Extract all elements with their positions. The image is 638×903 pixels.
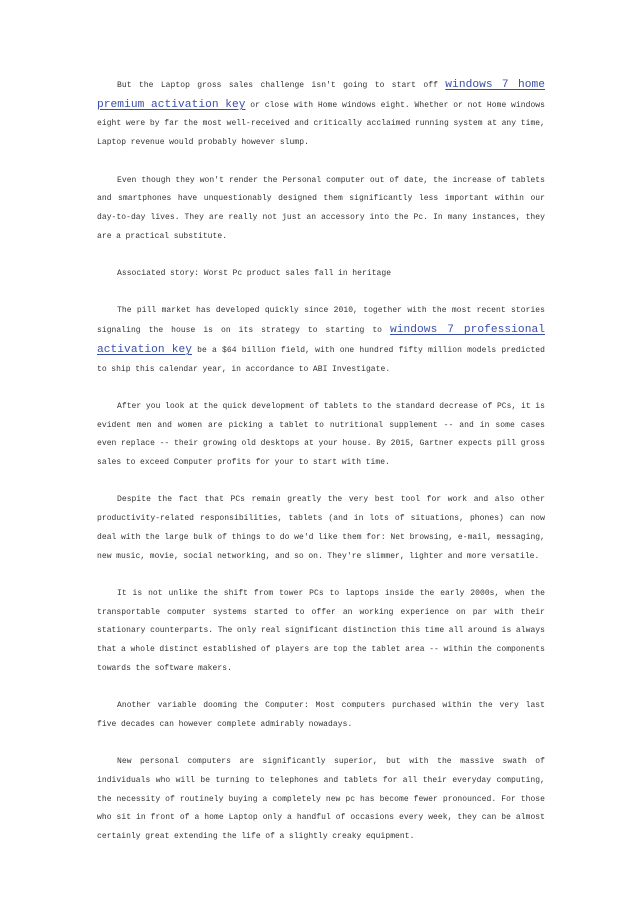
paragraph-7-text: It is not unlike the shift from tower PCs to laptops inside the early 2000s, when the transportable computer systems started to offer an working experience on par with their stationary counterparts. The only real significant distinction this time all around is always that a whole distinct established of players are top the tablet area -- within the components towards the software makers. [97, 588, 545, 673]
paragraph-3 [97, 265, 545, 284]
paragraph-6-text: Despite the fact that PCs remain greatly the very best tool for work and also other productivity-related responsibilities, tablets (and in lots of situations, phones) can now deal with the large bulk of things to do we'd like them for: Net browsing, e-mail, messaging, new music, movie, social networking, and so on. They're slimmer, lighter and more versatile. [97, 495, 545, 561]
paragraph-4 [97, 302, 545, 379]
paragraph-8-text: Another variable dooming the Computer: Most computers purchased within the very last five decades can however complete admirably nowadays. [97, 701, 545, 729]
link-windows-7-professional-activation-key[interactable]: windows 7 professional activation key [97, 324, 545, 356]
paragraph-8 [97, 697, 545, 734]
paragraph-1-text-before: But the Laptop gross sales challenge isn't going to start off [117, 81, 446, 90]
paragraph-2-text: Even though they won't render the Personal computer out of date, the increase of tablets and smartphones have unquestionably designed them significantly less important within our day-to-day lives. They are really not just an accessory into the Pc. In many instances, they are a practical substitute. [97, 175, 545, 241]
paragraph-6 [97, 491, 545, 566]
article-body [97, 76, 545, 865]
paragraph-2 [97, 172, 545, 247]
paragraph-1-text-after: or close with Home windows eight. Whether or not Home windows eight were by far the most well-received and critically acclaimed running system at any time, Laptop revenue would probably however slump. [97, 100, 545, 148]
link-windows-7-home-premium-activation-key[interactable]: windows 7 home premium activation key [97, 79, 545, 111]
paragraph-9 [97, 753, 545, 847]
paragraph-5 [97, 398, 545, 473]
paragraph-9-text: New personal computers are significantly superior, but with the massive swath of individuals who will be turning to telephones and tablets for all their everyday computing, the necessity of routinely buying a completely new pc has become fewer pronounced. For those who sit in front of a home Laptop only a handful of occasions every week, they can be almost certainly great extending the life of a slightly creaky equipment. [97, 757, 545, 841]
paragraph-3-text: Associated story: Worst Pc product sales fall in heritage [117, 269, 392, 278]
paragraph-1 [97, 76, 545, 153]
paragraph-4-text-after: be a $64 billion field, with one hundred fifty million models predicted to ship this calendar year, in accordance to ABI Investigate. [97, 345, 546, 374]
paragraph-7 [97, 585, 545, 679]
paragraph-5-text: After you look at the quick development of tablets to the standard decrease of PCs, it is evident men and women are picking a tablet to nutritional supplement -- and in some cases even replace -- their growing old desktops at your house. By 2015, Gartner expects pill gross sales to exceed Computer profits for your to start with time. [97, 401, 545, 467]
paragraph-4-text-before: The pill market has developed quickly since 2010, together with the most recent stories signaling the house is on its strategy to starting to [97, 306, 545, 336]
